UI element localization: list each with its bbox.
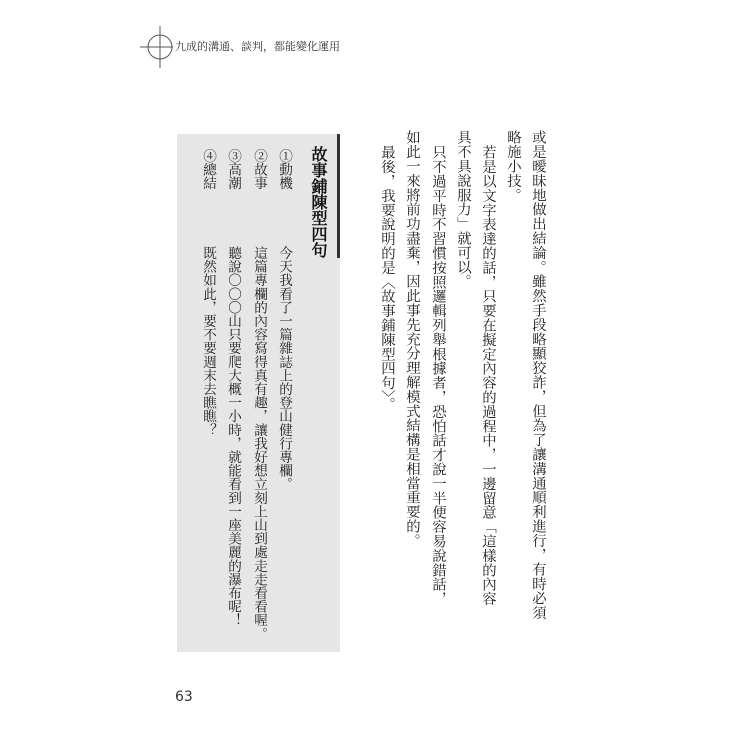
box-item-text: 今天我看了一篇雜誌上的登山健行專欄。 bbox=[276, 246, 292, 491]
body-line: 略施小技。 bbox=[505, 130, 521, 202]
box-item-label: ④總結 bbox=[200, 149, 216, 190]
box-item-text: 聽說〇〇〇山只要爬大概一小時，就能看到一座美麗的瀑布呢！ bbox=[225, 246, 241, 627]
box-item-text: 既然如此，要不要週末去瞧瞧？ bbox=[200, 246, 216, 437]
box-title-rule bbox=[337, 134, 340, 258]
page-number: 63 bbox=[175, 689, 193, 705]
box-item-label: ①動機 bbox=[276, 149, 292, 190]
body-line: 具不具說服力」就可以。 bbox=[455, 130, 471, 289]
box-item-text: 這篇專欄的內容寫得真有趣，讓我好想立刻上山到處走走看看喔。 bbox=[251, 246, 267, 641]
body-line: 只不過平時不習慣按照邏輯列舉根據者，恐怕話才說一半便容易說錯話， bbox=[430, 145, 446, 606]
box-item-label: ③高潮 bbox=[225, 149, 241, 190]
box-item-label: ②故事 bbox=[251, 149, 267, 190]
running-head-title: 九成的溝通、談判，都能變化運用 bbox=[175, 40, 340, 53]
body-line: 或是曖昧地做出結論。雖然手段略顯狡詐，但為了讓溝通順利進行，有時必須 bbox=[530, 130, 546, 620]
box-title: 故事鋪陳型四句 bbox=[309, 146, 328, 258]
body-line: 最後，我要說明的是〈故事鋪陳型四句〉。 bbox=[379, 145, 395, 412]
body-line: 如此一來將前功盡棄，因此事先充分理解模式結構是相當重要的。 bbox=[404, 130, 420, 548]
body-line: 若是以文字表達的話，只要在擬定內容的過程中，一邊留意「這樣的內容 bbox=[480, 145, 496, 606]
